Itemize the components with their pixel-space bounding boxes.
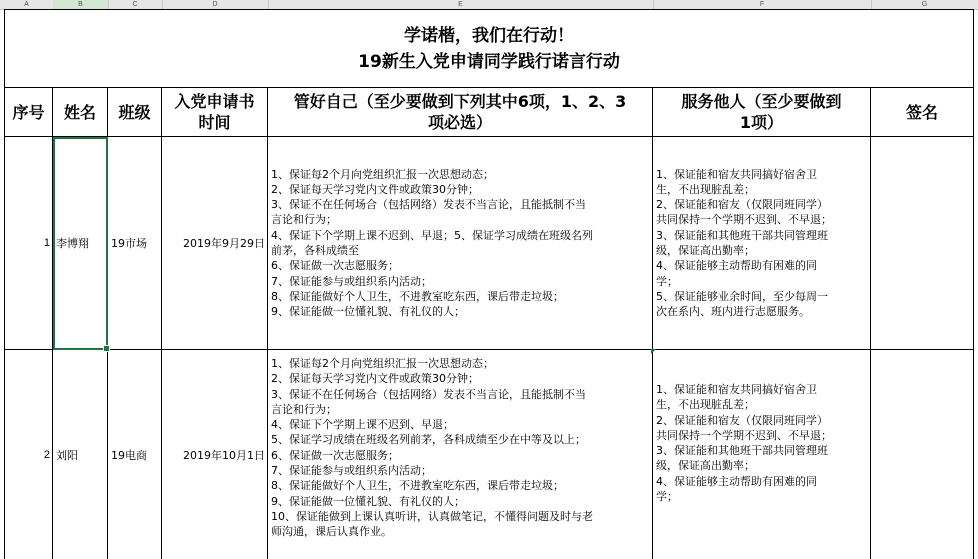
row2-date[interactable]: 2019年10月1日 [162, 350, 268, 559]
header-seq[interactable]: 序号 [4, 88, 53, 137]
row1-self-item: 言论和行为； [271, 213, 337, 227]
row2-serve-items[interactable] [653, 350, 871, 559]
row1-self-item: 4、保证下个学期上课不迟到、早退；5、保证学习成绩在班级名列 [271, 228, 593, 242]
row1-self-item: 9、保证能做一位懂礼貌、有礼仪的人； [271, 305, 465, 319]
row2-self-item: 8、保证能做好个人卫生，不进教室吃东西，课后带走垃圾； [271, 479, 564, 493]
column-header-d[interactable]: D [162, 0, 269, 9]
row1-class[interactable]: 19市场 [108, 137, 162, 350]
row1-self-item: 2、保证每天学习党内文件或政策30分钟； [271, 182, 479, 196]
row2-serve-item: 3、保证能和其他班干部共同管理班 [656, 444, 828, 458]
row2-self-item: 师沟通，课后认真作业。 [271, 525, 392, 539]
row1-date[interactable]: 2019年9月29日 [162, 137, 268, 350]
column-header-c[interactable]: C [108, 0, 163, 9]
row2-sign[interactable] [871, 350, 974, 559]
header-serve-others[interactable] [653, 88, 871, 137]
row2-serve-item: 生，不出现脏乱差； [656, 398, 755, 412]
row1-self-item: 7、保证能参与或组织系内活动； [271, 274, 432, 288]
active-cell-selection[interactable] [53, 137, 108, 350]
header-name[interactable]: 姓名 [53, 88, 108, 137]
header-self-line2: 项必选） [427, 113, 492, 132]
row2-self-item: 5、保证学习成绩在班级名列前茅，各科成绩至少在中等及以上； [271, 433, 586, 447]
header-date-line2: 时间 [198, 113, 231, 132]
column-header-e[interactable]: E [268, 0, 654, 9]
row1-serve-item: 2、保证能和宿友（仅限同班同学） [656, 198, 828, 212]
row2-self-item: 3、保证不在任何场合（包括网络）发表不当言论，且能抵制不当 [271, 387, 586, 401]
row1-seq[interactable]: 1 [4, 137, 53, 350]
row1-serve-item: 次在系内、班内进行志愿服务。 [656, 305, 810, 319]
row2-self-item: 言论和行为； [271, 402, 337, 416]
row2-serve-item: 1、保证能和宿友共同搞好宿舍卫 [656, 383, 817, 396]
row2-self-item: 7、保证能参与或组织系内活动； [271, 464, 432, 478]
row2-serve-item: 4、保证能够主动帮助有困难的同 [656, 474, 817, 488]
row2-self-items[interactable] [268, 350, 653, 559]
row1-name[interactable]: 李博翔 [53, 137, 108, 350]
header-self-discipline[interactable] [268, 88, 653, 137]
header-date-line1: 入党申请书 [174, 92, 255, 111]
row1-serve-items[interactable] [653, 137, 871, 350]
row2-serve-item: 2、保证能和宿友（仅限同班同学） [656, 413, 828, 427]
row2-self-item: 4、保证下个学期上课不迟到、早退； [271, 418, 454, 432]
row2-serve-item: 学； [656, 490, 678, 504]
row2-self-item: 9、保证能做一位懂礼貌、有礼仪的人； [271, 494, 465, 508]
row1-serve-item: 1、保证能和宿友共同搞好宿舍卫 [656, 167, 817, 181]
column-header-b[interactable]: B [53, 0, 109, 9]
row1-sign[interactable] [871, 137, 974, 350]
header-serve-line2: 1项） [739, 113, 784, 132]
row2-serve-item: 共同保持一个学期不迟到、不早退； [656, 428, 832, 442]
row1-serve-item: 4、保证能够主动帮助有困难的同 [656, 259, 817, 273]
cell-indicator-icon [651, 349, 656, 354]
row1-self-item: 6、保证做一次志愿服务； [271, 259, 399, 273]
column-header-a[interactable]: A [0, 0, 54, 9]
row2-self-item: 2、保证每天学习党内文件或政策30分钟； [271, 372, 479, 386]
column-header-g[interactable]: G [871, 0, 978, 9]
row1-serve-item: 生，不出现脏乱差； [656, 182, 755, 196]
row2-class[interactable]: 19电商 [108, 350, 162, 559]
header-serve-line1: 服务他人（至少要做到 [681, 92, 842, 111]
sheet-title[interactable] [4, 9, 974, 88]
row1-serve-item: 3、保证能和其他班干部共同管理班 [656, 228, 828, 242]
row2-serve-item: 级，保证高出勤率； [656, 459, 755, 473]
header-sign[interactable]: 签名 [871, 88, 974, 137]
row2-self-item: 1、保证每2个月向党组织汇报一次思想动态； [271, 357, 494, 370]
row2-seq[interactable]: 2 [4, 350, 53, 559]
row2-self-item: 10、保证能做到上课认真听讲，认真做笔记，不懂得问题及时与老 [271, 509, 593, 523]
row1-self-item: 1、保证每2个月向党组织汇报一次思想动态； [271, 167, 494, 181]
title-line-2: 19新生入党申请同学践行诺言行动 [358, 51, 620, 72]
row1-self-items[interactable] [268, 137, 653, 350]
header-class[interactable]: 班级 [108, 88, 162, 137]
row1-serve-item: 5、保证能够业余时间，至少每周一 [656, 289, 828, 303]
row1-self-item: 3、保证不在任何场合（包括网络）发表不当言论，且能抵制不当 [271, 198, 586, 212]
header-self-line1: 管好自己（至少要做到下列其中6项，1、2、3 [293, 92, 627, 111]
header-date[interactable] [162, 88, 268, 137]
row2-name[interactable]: 刘阳 [53, 350, 108, 559]
row1-self-item: 8、保证能做好个人卫生，不进教室吃东西，课后带走垃圾； [271, 289, 564, 303]
row1-self-item: 前茅，各科成绩至 [271, 244, 359, 257]
row1-serve-item: 级，保证高出勤率； [656, 244, 755, 257]
title-line-1: 学诺楷，我们在行动！ [404, 25, 574, 46]
column-header-f[interactable]: F [653, 0, 872, 9]
row2-self-item: 6、保证做一次志愿服务； [271, 448, 399, 462]
row1-serve-item: 共同保持一个学期不迟到、不早退； [656, 213, 832, 227]
row1-serve-item: 学； [656, 274, 678, 288]
